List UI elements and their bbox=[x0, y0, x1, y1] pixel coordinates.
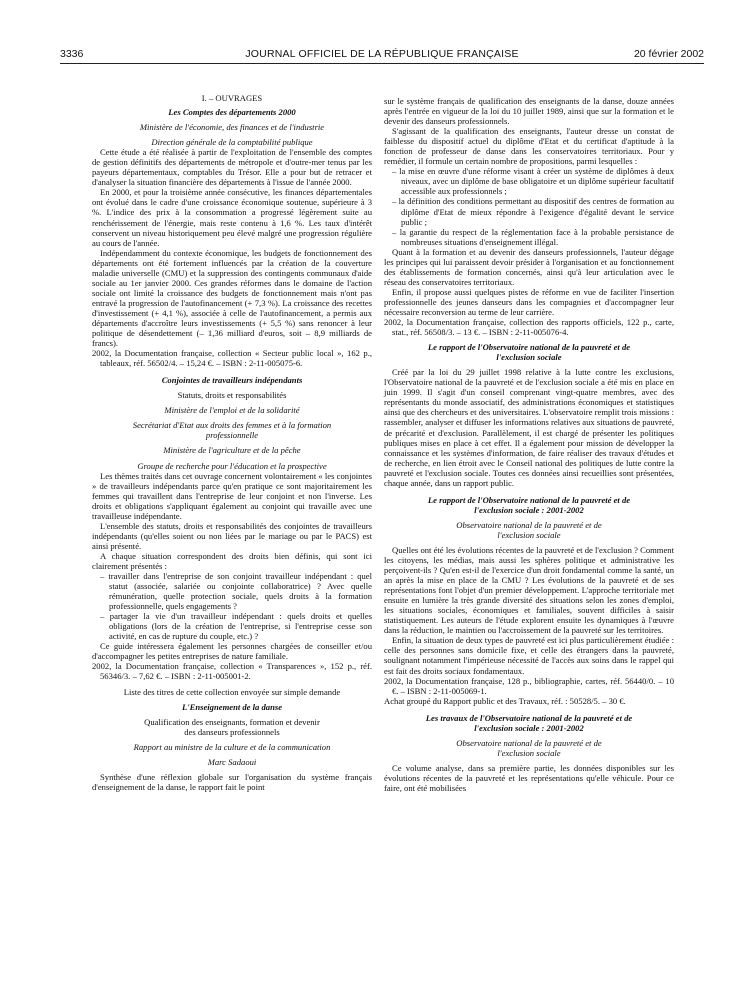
page-header bbox=[60, 48, 704, 62]
danse-report-to: Rapport au ministre de la culture et de la communication bbox=[133, 741, 331, 752]
ministry-emploi: Ministère de l'emploi et de la solidarité bbox=[164, 405, 300, 416]
rapport-2001-2002-author: Observatoire national de la pauvreté et de l'exclusion sociale bbox=[456, 519, 602, 540]
conjointes-subtitle: Statuts, droits et responsabilités bbox=[177, 390, 287, 401]
rapport-2001-2002-publication: 2002, la Documentation française, 128 p., bibliographie, cartes, réf. 56440/0. – 10 €. – ISBN : 2-11-005069-1. bbox=[384, 675, 674, 696]
comptes-publication: 2002, la Documentation française, collection « Secteur public local », 162 p., tableaux, réf. 56502/4. – 15,24 €. – ISBN : 2-11-005075-6. bbox=[92, 348, 372, 369]
left-column bbox=[92, 93, 372, 792]
secretariat-droits-femmes: Secrétariat d'Etat aux droits des femmes et à la formation professionnelle bbox=[132, 420, 332, 441]
ministry-agriculture: Ministère de l'agriculture et de la pêche bbox=[163, 445, 301, 456]
danse-author: Marc Sadaoui bbox=[207, 756, 257, 767]
journal-title: JOURNAL OFFICIEL DE LA RÉPUBLIQUE FRANÇAISE bbox=[245, 48, 519, 60]
danse-dash-3: – la garantie du respect de la réglementation face à la probable persistance de nombreuses situations d'enseignement illégal. bbox=[392, 226, 674, 247]
book-title-danse: L'Enseignement de la danse bbox=[181, 701, 283, 712]
danse-paragraph-4: Quant à la formation et au devenir des danseurs professionnels, l'auteur dégage les principes qui lui paraissent devoir présider à l'organisation et au fonctionnement des établissements de formation concernés, ainsi qu'à leur articulation avec le réseau des conservatoires territoriaux. bbox=[384, 246, 674, 287]
issue-date: 20 février 2002 bbox=[633, 48, 704, 60]
book-title-conjointes: Conjointes de travailleurs indépendants bbox=[161, 375, 303, 386]
comptes-paragraph-2: En 2000, et pour la troisième année consécutive, les finances départementales ont évolué dans le cadre d'une croissance économique soutenue, supérieure à 3 %. L'indice des prix à la consommation a progressé légèrement suite au renchérissement de l'énergie, mais reste contenu à 1,6 %. Les taux d'intérêt conservent un niveau historiquement peu élevé malgré une progression régulière au cours de l'année. bbox=[92, 187, 372, 248]
danse-paragraph-2: sur le système français de qualification des enseignants de la danse, douze années après l'entrée en vigueur de la loi du 10 juillet 1989, ainsi que sur la formation et le devenir des danseurs professionnels. bbox=[384, 96, 674, 127]
book-title-comptes: Les Comptes des départements 2000 bbox=[168, 107, 296, 118]
rapport-2001-2002-paragraph-1: Quelles ont été les évolutions récentes de la pauvreté et de l'exclusion ? Comment les citoyens, les médias, mais aussi les sphères politique et administrative les perçoivent-ils ? Qu'en est-il de l'exercice d'un droit fondamental comme la santé, un an après la mise en place de la CMU ? Les évolutions de la pauvreté et de ses représentations font l'objet d'un premier développement. L'approche territoriale met ensuite en lumière la très grande diversité des situations selon les zones d'emploi, les situations sociales, économiques et familiales, souvent difficiles à saisir statistiquement. Les auteurs de l'étude explorent ensuite les dynamiques à l'œuvre dans la réduction, le maintien ou l'accroissement de la pauvreté sur les territoires. bbox=[384, 544, 674, 636]
page-number: 3336 bbox=[60, 48, 84, 60]
conjointes-paragraph-3: A chaque situation correspondent des droits bien définis, qui sont ici clairement présentés : bbox=[92, 550, 372, 571]
section-title: I. – OUVRAGES bbox=[201, 93, 263, 103]
book-title-travaux-observatoire: Les travaux de l'Observatoire national de la pauvreté et de l'exclusion sociale : 2001-2002 bbox=[425, 712, 633, 733]
comptes-paragraph-3: Indépendamment du contexte économique, les budgets de fonctionnement des départements ont été fortement influencés par la création de la couverture maladie universelle (CMU) et la suppression des contingents communaux d'aide sociale au 1er janvier 2000. Ces grandes réformes dans le domaine de l'action sociale ont limité la croissance des budgets de fonctionnement mais n'ont pas entravé la progression de l'autofinancement (+ 7,3 %). La croissance des recettes d'investissement (+ 4,1 %), associée à celle de l'autofinancement, a permis aux départements d'accroître leurs investissements (+ 5,5 %) sans renoncer à leur politique de désendettement (– 1,36 milliard d'euros, soit – 8,9 milliards de francs). bbox=[92, 247, 372, 349]
book-title-rapport-2001-2002: Le rapport de l'Observatoire national de la pauvreté et de l'exclusion sociale : 2001-2002 bbox=[427, 494, 631, 515]
conjointes-paragraph-4: Ce guide intéressera également les personnes chargées de conseiller et/ou d'accompagner les petites entreprises de nature familiale. bbox=[92, 641, 372, 662]
danse-subtitle: Qualification des enseignants, formation et devenir des danseurs professionnels bbox=[144, 716, 320, 737]
conjointes-paragraph-1: Les thèmes traités dans cet ouvrage concernent volontairement « les conjointes » de travailleurs indépendants parce qu'en pratique ce sont majoritairement les femmes qui travaillent dans l'entreprise de leur conjoint et non l'inverse. Les droits et obligations s'appliquant également au conjoint qui travaille avec une travailleuse indépendante. bbox=[92, 470, 372, 521]
comptes-paragraph-1: Cette étude a été réalisée à partir de l'exploitation de l'ensemble des comptes de gestion définitifs des départements de métropole et d'outre-mer tenus par les payeurs départementaux, comptables du Trésor. Elle a pour but de retracer et d'analyser la situation financière des départements à l'issue de l'année 2000. bbox=[92, 147, 372, 188]
danse-dash-1: – la mise en œuvre d'une réforme visant à créer un système de diplômes à deux niveaux, avec un diplôme de base obligatoire et un diplôme supérieur facultatif accessible aux professionnels ; bbox=[392, 166, 674, 197]
direction-comptabilite: Direction générale de la comptabilité publique bbox=[151, 137, 313, 148]
observatoire-paragraph-1: Créé par la loi du 29 juillet 1998 relative à la lutte contre les exclusions, l'Observatoire national de la pauvreté et de l'exclusion sociale a été mis en place en juin 1999. Il s'agit d'un conseil comprenant vingt-quatre membres, avec des représentants du monde associatif, des administrations économiques et statistiques ainsi que des chercheurs et des universitaires. L'observatoire remplit trois missions : rassembler, analyser et diffuser les informations relatives aux situations de pauvreté, de précarité et d'exclusion. Parallèlement, il est chargé de présenter les politiques publiques mises en place à cet effet. Il a également pour mission de développer la connaissance et les systèmes d'information, de faire réaliser des travaux d'études et de recherche, en lien étroit avec le Conseil national des politiques de lutte contre la pauvreté et l'exclusion sociale. Toutes ces données ainsi recueillies sont présentées, chaque année, dans un rapport public. bbox=[384, 367, 674, 488]
conjointes-paragraph-2: L'ensemble des statuts, droits et responsabilités des conjointes de travailleurs indépendants (qu'elles soient ou non liées par le mariage ou par le PACS) est ainsi présenté. bbox=[92, 520, 372, 551]
conjointes-publication: 2002, la Documentation française, collection « Transparences », 152 p., réf. 56346/3. – 7,62 €. – ISBN : 2-11-005001-2. bbox=[92, 661, 372, 682]
right-column bbox=[384, 96, 674, 793]
danse-dash-2: – la définition des conditions permettant au dispositif des centres de formation au diplôme d'Etat de mieux répondre à l'exigence d'égalité devant le service public ; bbox=[392, 196, 674, 227]
travaux-paragraph-1: Ce volume analyse, dans sa première partie, les données disponibles sur les évolutions récentes de la pauvreté et les représentations qu'elle véhicule. Pour ce faire, ont été mobilisées bbox=[384, 762, 674, 793]
danse-paragraph-3: S'agissant de la qualification des enseignants, l'auteur dresse un constat de faiblesse du dispositif actuel du diplôme d'Etat et du certificat d'aptitude à la fonction de professeur de danse dans les conservatoires territoriaux. Pour y remédier, il formule un certain nombre de propositions, parmi lesquelles : bbox=[384, 126, 674, 167]
danse-publication: 2002, la Documentation française, collection des rapports officiels, 122 p., carte, stat., réf. 56508/3. – 13 €. – ISBN : 2-11-005076-4. bbox=[384, 317, 674, 338]
collection-list-note: Liste des titres de cette collection envoyée sur simple demande bbox=[123, 686, 341, 697]
header-rule bbox=[60, 63, 704, 64]
grouped-purchase: Achat groupé du Rapport public et des Travaux, réf. : 50528/5. – 30 €. bbox=[384, 695, 626, 706]
conjointes-dash-2: – partager la vie d'un travailleur indépendant : quels droits et quelles obligations (lors de la création de l'entreprise, si l'entreprise cesse son activité, en cas de rupture du couple, etc.) ? bbox=[100, 611, 372, 642]
danse-paragraph-1: Synthèse d'une réflexion globale sur l'organisation du système français d'enseignement de la danse, le rapport fait le point bbox=[92, 771, 372, 792]
travaux-author: Observatoire national de la pauvreté et de l'exclusion sociale bbox=[456, 737, 602, 758]
book-title-rapport-observatoire: Le rapport de l'Observatoire national de la pauvreté et de l'exclusion sociale bbox=[427, 342, 631, 363]
ministry-economie: Ministère de l'économie, des finances et de l'industrie bbox=[139, 122, 325, 133]
danse-paragraph-5: Enfin, il propose aussi quelques pistes de réforme en vue de faciliter l'insertion professionnelle des jeunes danseurs dans les compagnies et d'accompagner leur nécessaire reconversion au terme de leur carrière. bbox=[384, 286, 674, 317]
rapport-2001-2002-paragraph-2: Enfin, la situation de deux types de pauvreté est ici plus particulièrement étudiée : celle des personnes sans domicile fixe, et celle des étrangers dans la pauvreté, soulignant notamment l'impérieuse nécessité de l'accès aux soins dans le rappel qui est fait des droits sociaux fondamentaux. bbox=[384, 635, 674, 676]
groupe-recherche: Groupe de recherche pour l'éducation et la prospective bbox=[137, 460, 327, 471]
conjointes-dash-1: – travailler dans l'entreprise de son conjoint travailleur indépendant : quel statut (associée, salariée ou conjointe collaboratrice) ? Avec quelle rémunération, quelle protection sociale, quels droits à la formation professionnelle, quels engagements ? bbox=[100, 571, 372, 612]
